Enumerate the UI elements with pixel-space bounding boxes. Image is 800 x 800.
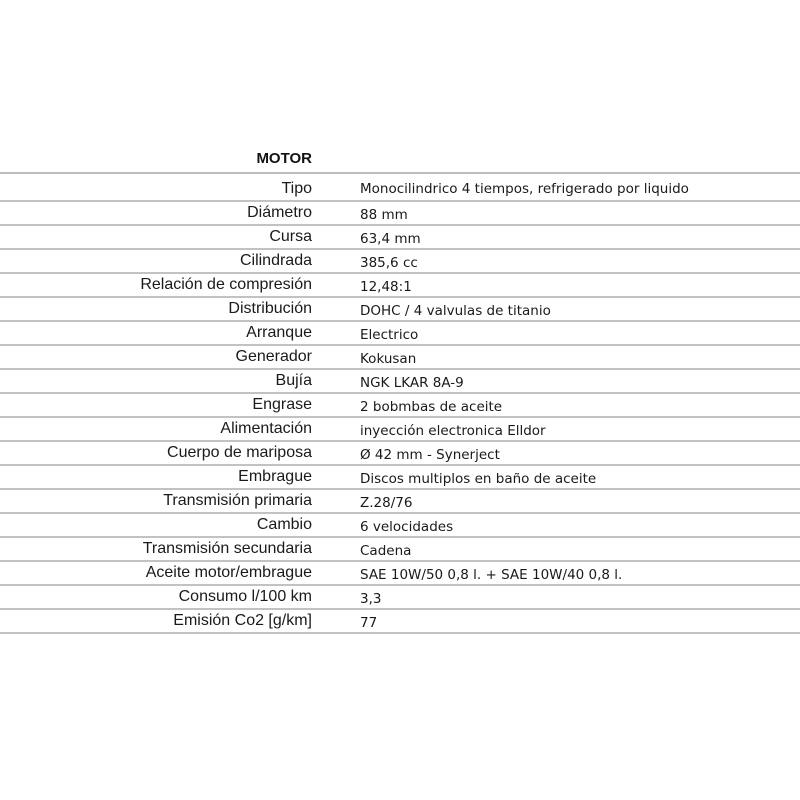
table-row [0, 226, 800, 250]
row-label: Arranque [246, 324, 312, 341]
row-value: DOHC / 4 valvulas de titanio [360, 303, 551, 319]
table-row [0, 202, 800, 226]
row-label: Engrase [252, 396, 312, 413]
row-value: inyección electronica Elldor [360, 423, 546, 439]
table-row [0, 250, 800, 274]
row-value: NGK LKAR 8A-9 [360, 375, 464, 391]
table-row [0, 322, 800, 346]
row-value: 63,4 mm [360, 231, 421, 247]
row-value: 88 mm [360, 207, 408, 223]
row-value: 77 [360, 615, 378, 631]
row-label: Bujía [275, 372, 312, 389]
row-label: Cuerpo de mariposa [167, 444, 312, 461]
row-label: Distribución [228, 300, 312, 317]
table-row [0, 466, 800, 490]
row-value: 6 velocidades [360, 519, 454, 535]
table-row [0, 562, 800, 586]
row-value: Kokusan [360, 351, 417, 367]
table-row [0, 490, 800, 514]
row-value: Ø 42 mm - Synerject [360, 447, 500, 463]
row-label: Alimentación [220, 420, 312, 437]
row-value: Electrico [360, 327, 419, 343]
row-value: Cadena [360, 543, 412, 559]
row-label: Embrague [238, 468, 312, 485]
row-value: 385,6 cc [360, 255, 418, 271]
row-value: Monocilindrico 4 tiempos, refrigerado por liquido [360, 181, 689, 197]
row-label: Transmisión secundaria [142, 540, 312, 557]
row-value: 2 bobmbas de aceite [360, 399, 503, 415]
row-label: Cambio [256, 516, 312, 533]
row-label: Emisión Co2 [g/km] [173, 612, 312, 629]
table-row [0, 298, 800, 322]
row-label: Transmisión primaria [163, 492, 312, 509]
table-row [0, 586, 800, 610]
row-value: Discos multiplos en baño de aceite [360, 471, 597, 487]
table-row [0, 610, 800, 634]
table-row [0, 394, 800, 418]
row-value: Z.28/76 [360, 495, 413, 511]
table-row [0, 418, 800, 442]
table-row [0, 274, 800, 298]
row-label: Consumo l/100 km [178, 588, 312, 605]
table-row [0, 346, 800, 370]
row-value: SAE 10W/50 0,8 l. + SAE 10W/40 0,8 l. [360, 567, 623, 583]
row-label: Diámetro [247, 204, 312, 221]
section-title: MOTOR [256, 150, 312, 167]
row-label: Generador [235, 348, 312, 365]
row-label: Cursa [269, 228, 312, 245]
row-label: Aceite motor/embrague [145, 564, 312, 581]
table-row [0, 370, 800, 394]
table-row [0, 538, 800, 562]
row-label: Tipo [281, 180, 312, 197]
row-value: 3,3 [360, 591, 382, 607]
table-row [0, 442, 800, 466]
table-row [0, 174, 800, 202]
row-label: Relación de compresión [140, 276, 312, 293]
table-row [0, 514, 800, 538]
row-value: 12,48:1 [360, 279, 412, 295]
row-label: Cilindrada [239, 252, 312, 269]
spec-table [0, 172, 800, 634]
